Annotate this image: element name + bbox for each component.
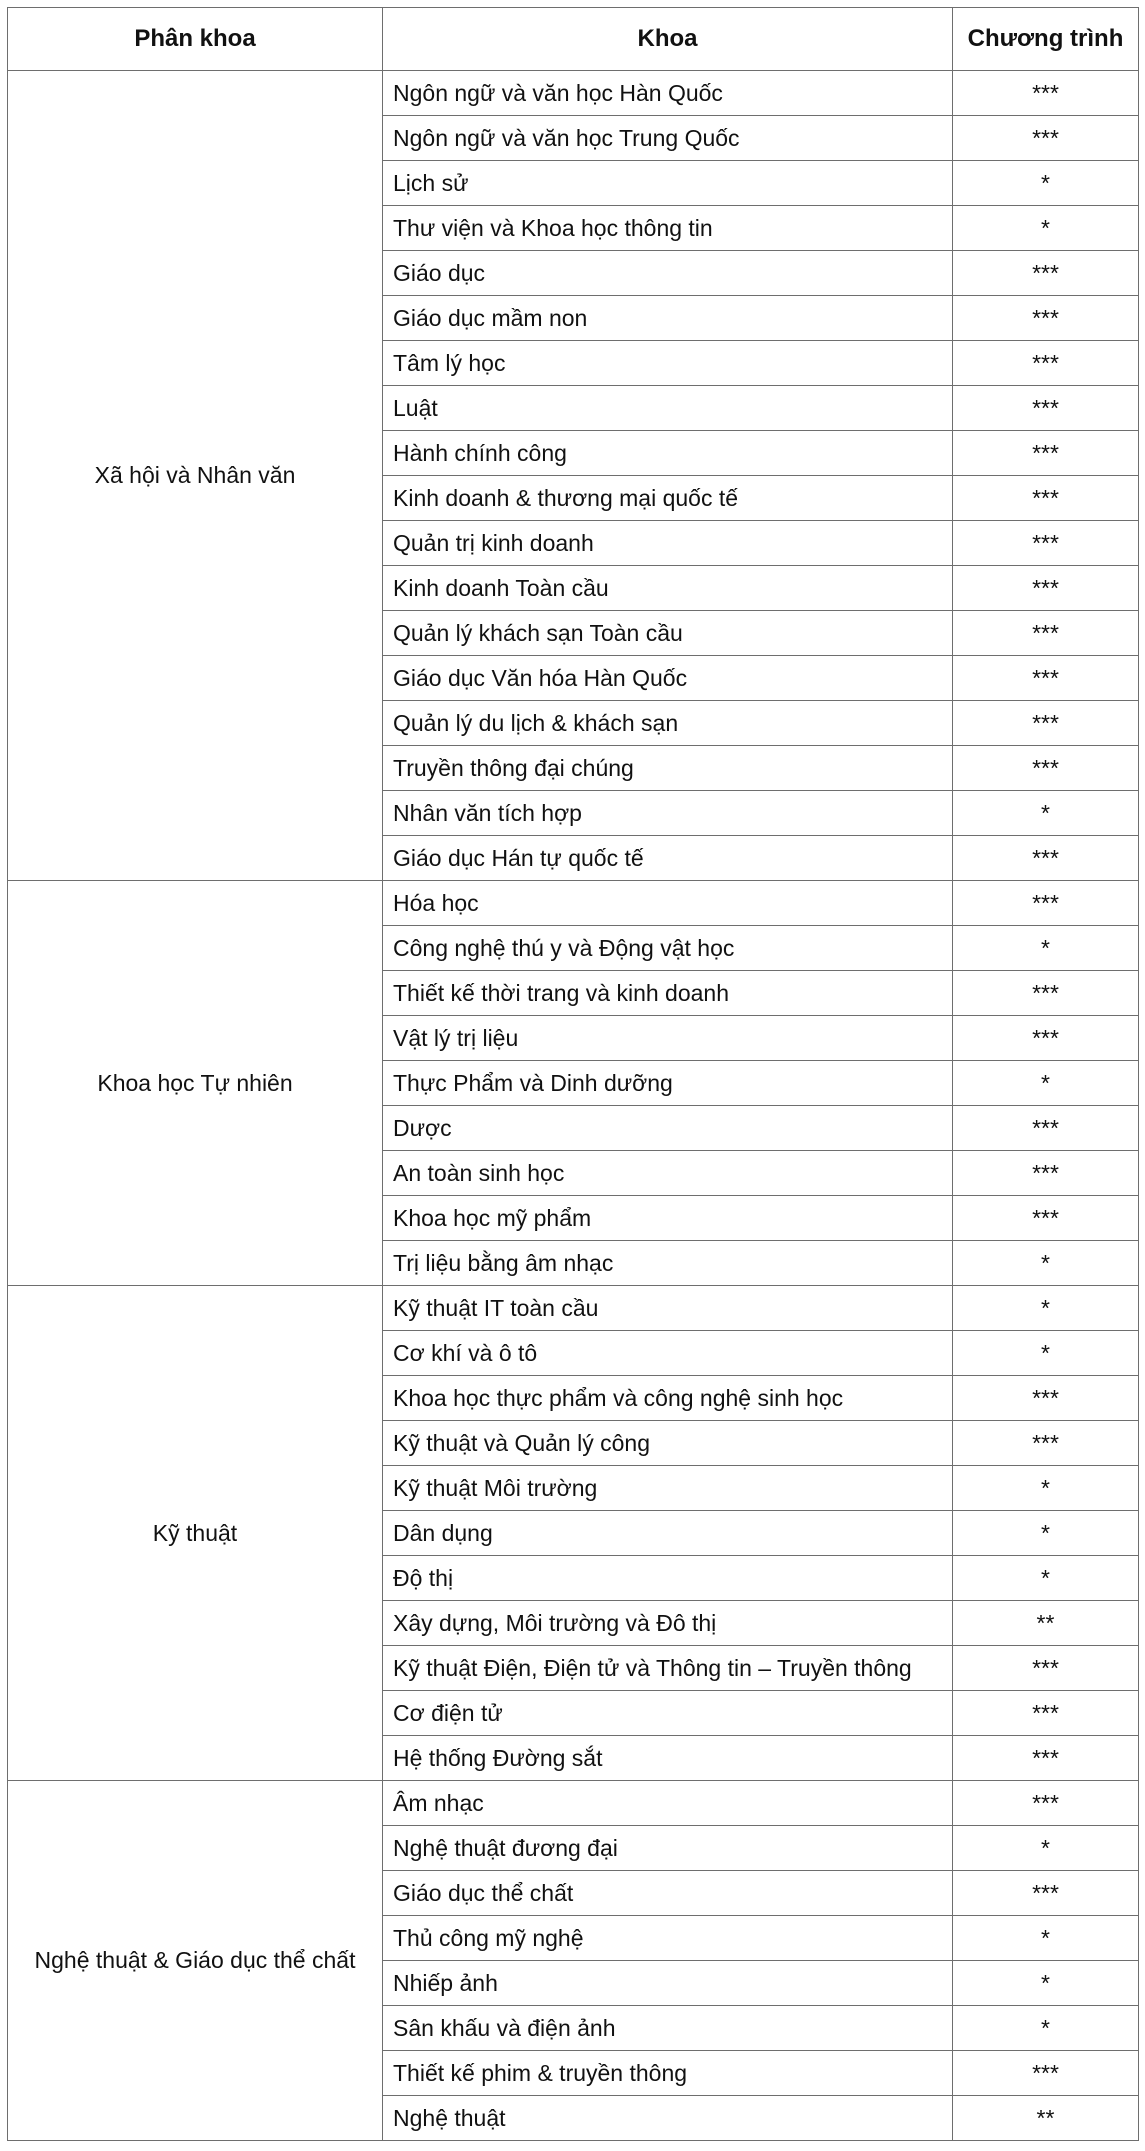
department-cell: Nghệ thuật đương đại	[383, 1826, 953, 1871]
program-level-cell: ***	[953, 341, 1139, 386]
program-level-cell: ***	[953, 1376, 1139, 1421]
department-cell: Cơ điện tử	[383, 1691, 953, 1736]
program-level-cell: ***	[953, 1421, 1139, 1466]
department-cell: Khoa học mỹ phẩm	[383, 1196, 953, 1241]
column-header-division: Phân khoa	[8, 8, 383, 71]
department-cell: Xây dựng, Môi trường và Đô thị	[383, 1601, 953, 1646]
program-level-cell: ***	[953, 1736, 1139, 1781]
department-cell: Độ thị	[383, 1556, 953, 1601]
department-cell: Kinh doanh Toàn cầu	[383, 566, 953, 611]
program-level-cell: ***	[953, 881, 1139, 926]
program-level-cell: ***	[953, 1016, 1139, 1061]
department-cell: Nghệ thuật	[383, 2096, 953, 2141]
department-cell: Hành chính công	[383, 431, 953, 476]
department-cell: Thiết kế phim & truyền thông	[383, 2051, 953, 2096]
division-cell: Xã hội và Nhân văn	[8, 71, 383, 881]
program-level-cell: *	[953, 1916, 1139, 1961]
department-cell: Giáo dục thể chất	[383, 1871, 953, 1916]
program-level-cell: ***	[953, 1691, 1139, 1736]
department-cell: Quản trị kinh doanh	[383, 521, 953, 566]
program-level-cell: *	[953, 1331, 1139, 1376]
department-cell: Giáo dục Hán tự quốc tế	[383, 836, 953, 881]
program-level-cell: *	[953, 161, 1139, 206]
department-cell: Nhiếp ảnh	[383, 1961, 953, 2006]
program-level-cell: *	[953, 1061, 1139, 1106]
department-cell: Luật	[383, 386, 953, 431]
program-level-cell: ***	[953, 701, 1139, 746]
department-cell: Giáo dục Văn hóa Hàn Quốc	[383, 656, 953, 701]
department-cell: Sân khấu và điện ảnh	[383, 2006, 953, 2051]
table-row	[8, 1286, 1139, 1331]
department-cell: Kỹ thuật Điện, Điện tử và Thông tin – Truyền thông	[383, 1646, 953, 1691]
table-row	[8, 1781, 1139, 1826]
program-level-cell: ***	[953, 656, 1139, 701]
department-cell: Cơ khí và ô tô	[383, 1331, 953, 1376]
division-cell: Khoa học Tự nhiên	[8, 881, 383, 1286]
department-cell: Công nghệ thú y và Động vật học	[383, 926, 953, 971]
program-level-cell: ***	[953, 566, 1139, 611]
program-level-cell: *	[953, 1961, 1139, 2006]
department-cell: Hệ thống Đường sắt	[383, 1736, 953, 1781]
program-level-cell: ***	[953, 1151, 1139, 1196]
department-cell: Vật lý trị liệu	[383, 1016, 953, 1061]
department-cell: Hóa học	[383, 881, 953, 926]
program-level-cell: *	[953, 1466, 1139, 1511]
department-cell: Quản lý khách sạn Toàn cầu	[383, 611, 953, 656]
department-cell: An toàn sinh học	[383, 1151, 953, 1196]
program-level-cell: *	[953, 2006, 1139, 2051]
department-cell: Dân dụng	[383, 1511, 953, 1556]
department-cell: Truyền thông đại chúng	[383, 746, 953, 791]
program-level-cell: *	[953, 1556, 1139, 1601]
department-cell: Thư viện và Khoa học thông tin	[383, 206, 953, 251]
program-level-cell: ***	[953, 971, 1139, 1016]
program-level-cell: ***	[953, 116, 1139, 161]
program-level-cell: *	[953, 926, 1139, 971]
department-cell: Thực Phẩm và Dinh dưỡng	[383, 1061, 953, 1106]
program-level-cell: ***	[953, 1196, 1139, 1241]
department-cell: Dược	[383, 1106, 953, 1151]
program-level-cell: ***	[953, 2051, 1139, 2096]
program-level-cell: ***	[953, 71, 1139, 116]
program-level-cell: *	[953, 1241, 1139, 1286]
program-table	[7, 7, 1139, 2141]
department-cell: Kinh doanh & thương mại quốc tế	[383, 476, 953, 521]
column-header-program: Chương trình	[953, 8, 1139, 71]
program-level-cell: *	[953, 1826, 1139, 1871]
program-level-cell: *	[953, 791, 1139, 836]
department-cell: Giáo dục mầm non	[383, 296, 953, 341]
program-level-cell: *	[953, 206, 1139, 251]
table-row	[8, 881, 1139, 926]
division-cell: Kỹ thuật	[8, 1286, 383, 1781]
program-level-cell: ***	[953, 386, 1139, 431]
program-level-cell: ***	[953, 521, 1139, 566]
program-level-cell: **	[953, 1601, 1139, 1646]
department-cell: Tâm lý học	[383, 341, 953, 386]
department-cell: Giáo dục	[383, 251, 953, 296]
department-cell: Kỹ thuật và Quản lý công	[383, 1421, 953, 1466]
program-level-cell: ***	[953, 1871, 1139, 1916]
department-cell: Thủ công mỹ nghệ	[383, 1916, 953, 1961]
table-body	[8, 71, 1139, 2141]
program-level-cell: ***	[953, 1646, 1139, 1691]
program-level-cell: ***	[953, 1781, 1139, 1826]
header-row	[8, 8, 1139, 71]
department-cell: Trị liệu bằng âm nhạc	[383, 1241, 953, 1286]
program-level-cell: *	[953, 1511, 1139, 1556]
department-cell: Nhân văn tích hợp	[383, 791, 953, 836]
department-cell: Ngôn ngữ và văn học Trung Quốc	[383, 116, 953, 161]
department-cell: Kỹ thuật Môi trường	[383, 1466, 953, 1511]
department-cell: Âm nhạc	[383, 1781, 953, 1826]
department-cell: Lịch sử	[383, 161, 953, 206]
program-level-cell: ***	[953, 1106, 1139, 1151]
program-level-cell: ***	[953, 296, 1139, 341]
department-cell: Khoa học thực phẩm và công nghệ sinh học	[383, 1376, 953, 1421]
program-level-cell: **	[953, 2096, 1139, 2141]
division-cell: Nghệ thuật & Giáo dục thể chất	[8, 1781, 383, 2141]
program-level-cell: ***	[953, 746, 1139, 791]
program-level-cell: *	[953, 1286, 1139, 1331]
program-level-cell: ***	[953, 251, 1139, 296]
department-cell: Quản lý du lịch & khách sạn	[383, 701, 953, 746]
department-cell: Thiết kế thời trang và kinh doanh	[383, 971, 953, 1016]
department-cell: Kỹ thuật IT toàn cầu	[383, 1286, 953, 1331]
program-level-cell: ***	[953, 431, 1139, 476]
program-level-cell: ***	[953, 611, 1139, 656]
column-header-department: Khoa	[383, 8, 953, 71]
program-level-cell: ***	[953, 476, 1139, 521]
table-row	[8, 71, 1139, 116]
department-cell: Ngôn ngữ và văn học Hàn Quốc	[383, 71, 953, 116]
program-level-cell: ***	[953, 836, 1139, 881]
